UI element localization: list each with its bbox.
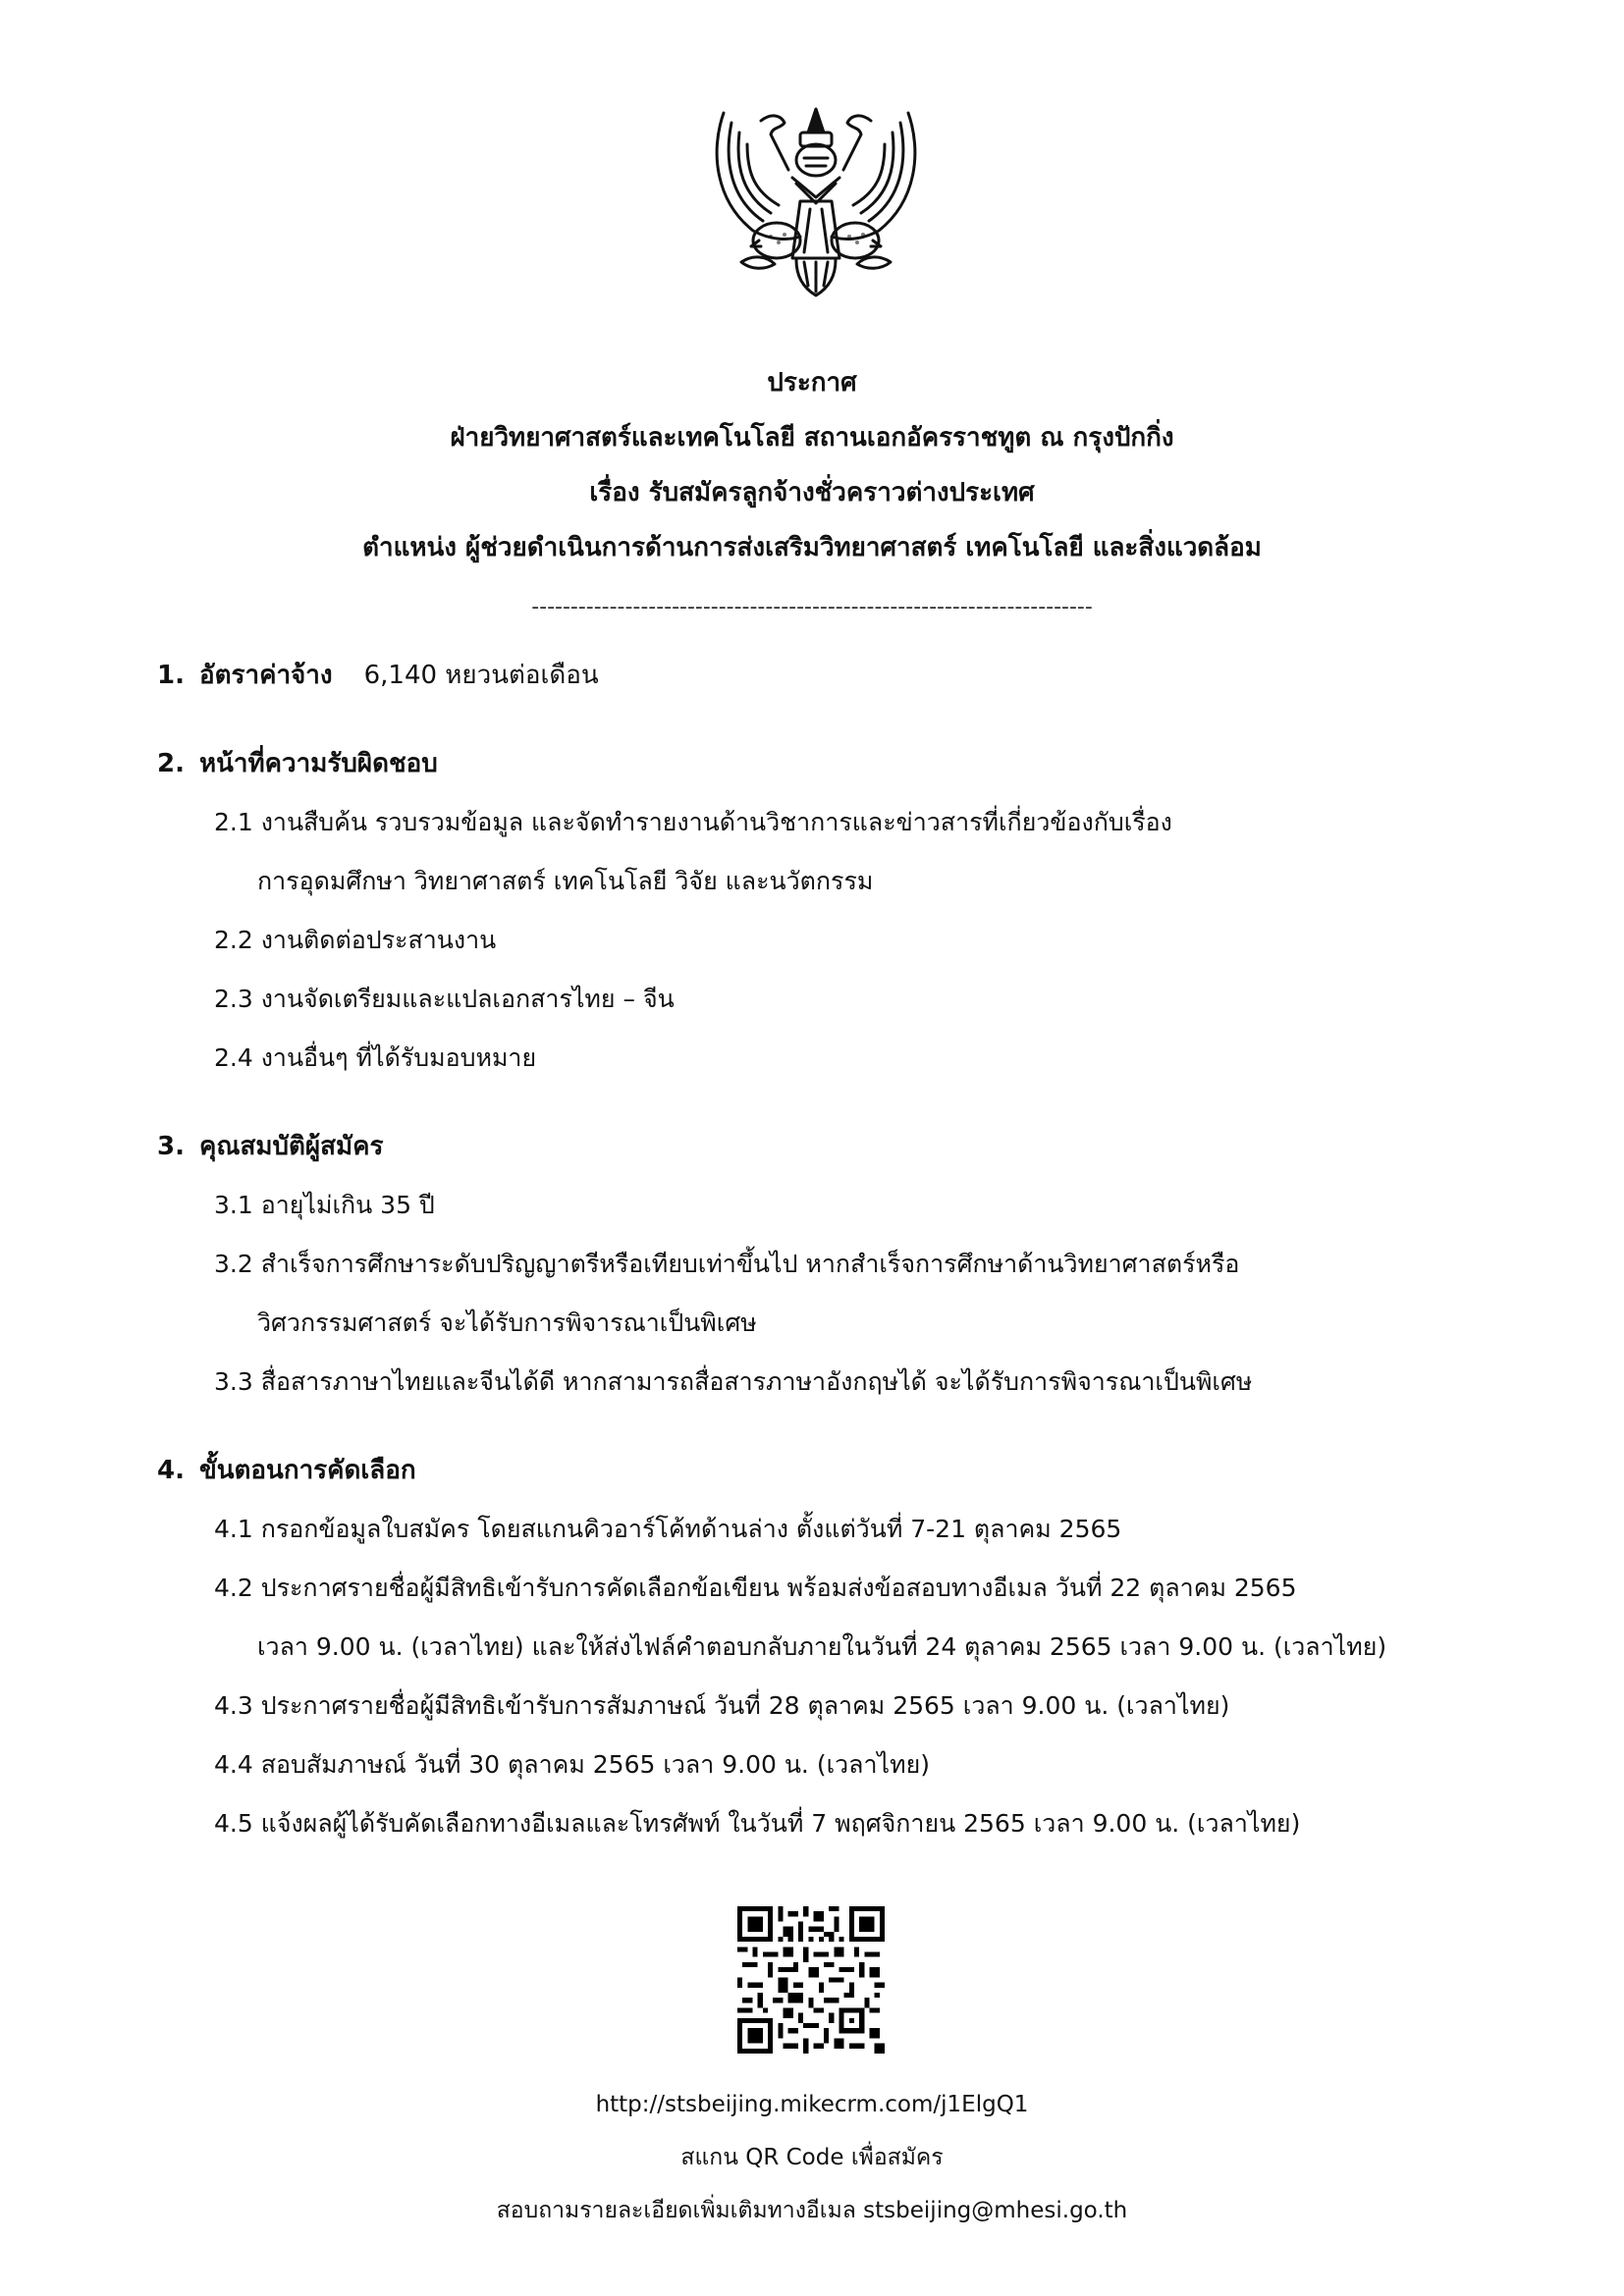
announcement-title: ประกาศ xyxy=(767,368,857,398)
section-number: 2. xyxy=(157,749,185,778)
contact-email-text: สอบถามรายละเอียดเพิ่มเติมทางอีเมล stsbeijing@mhesi.go.th xyxy=(496,2198,1128,2223)
section-number: 4. xyxy=(157,1456,185,1485)
organization-name: ฝ่ายวิทยาศาสตร์และเทคโนโลยี สถานเอกอัครราชทูต ณ กรุงปักกิ่ง xyxy=(450,423,1174,453)
list-item: 2.2 งานติดต่อประสานงาน xyxy=(214,926,497,954)
section-selection-process xyxy=(157,1451,416,1490)
section-number: 3. xyxy=(157,1132,185,1161)
position-title: ตำแหน่ง ผู้ช่วยดำเนินการด้านการส่งเสริมวิทยาศาสตร์ เทคโนโลยี และสิ่งแวดล้อม xyxy=(362,533,1262,562)
section-qualifications xyxy=(157,1127,384,1166)
list-item: 3.3 สื่อสารภาษาไทยและจีนได้ดี หากสามารถสื่อสารภาษาอังกฤษได้ จะได้รับการพิจารณาเป็นพิเศษ xyxy=(214,1367,1253,1396)
section-wage xyxy=(157,656,599,695)
section-title: ขั้นตอนการคัดเลือก xyxy=(199,1456,416,1485)
list-item: 4.2 ประกาศรายชื่อผู้มีสิทธิเข้ารับการคัดเลือกข้อเขียน พร้อมส่งข้อสอบทางอีเมล วันที่ 22 ตุลาคม 2565 xyxy=(214,1574,1297,1602)
wage-value: 6,140 หยวนต่อเดือน xyxy=(363,661,599,690)
section-title: หน้าที่ความรับผิดชอบ xyxy=(199,749,438,778)
announcement-subject: เรื่อง รับสมัครลูกจ้างชั่วคราวต่างประเทศ xyxy=(589,478,1035,507)
qr-code-icon[interactable] xyxy=(737,1906,885,2054)
list-item: 2.3 งานจัดเตรียมและแปลเอกสารไทย – จีน xyxy=(214,985,675,1013)
list-item: 4.1 กรอกข้อมูลใบสมัคร โดยสแกนคิวอาร์โค้ทด้านล่าง ตั้งแต่วันที่ 7-21 ตุลาคม 2565 xyxy=(214,1515,1122,1543)
list-item: 4.4 สอบสัมภาษณ์ วันที่ 30 ตุลาคม 2565 เวลา 9.00 น. (เวลาไทย) xyxy=(214,1750,930,1779)
application-url-link[interactable]: http://stsbeijing.mikecrm.com/j1ElgQ1 xyxy=(595,2092,1029,2117)
divider: ------------------------------------------------------------------------ xyxy=(531,595,1093,619)
list-item: 2.1 งานสืบค้น รวบรวมข้อมูล และจัดทำรายงานด้านวิชาการและข่าวสารที่เกี่ยวข้องกับเรื่อง xyxy=(214,808,1172,836)
section-number: 1. xyxy=(157,661,185,690)
list-item-continuation: การอุดมศึกษา วิทยาศาสตร์ เทคโนโลยี วิจัย และนวัตกรรม xyxy=(257,867,874,895)
section-title: อัตราค่าจ้าง xyxy=(199,661,333,690)
list-item: 4.3 ประกาศรายชื่อผู้มีสิทธิเข้ารับการสัมภาษณ์ วันที่ 28 ตุลาคม 2565 เวลา 9.00 น. (เวลาไทย) xyxy=(214,1691,1230,1720)
list-item: 2.4 งานอื่นๆ ที่ได้รับมอบหมาย xyxy=(214,1043,537,1072)
list-item: 3.1 อายุไม่เกิน 35 ปี xyxy=(214,1191,435,1219)
section-title: คุณสมบัติผู้สมัคร xyxy=(199,1132,384,1161)
list-item-continuation: วิศวกรรมศาสตร์ จะได้รับการพิจารณาเป็นพิเศษ xyxy=(257,1308,757,1337)
section-responsibilities xyxy=(157,744,438,783)
list-item: 3.2 สำเร็จการศึกษาระดับปริญญาตรีหรือเทียบเท่าขึ้นไป หากสำเร็จการศึกษาด้านวิทยาศาสตร์หรือ xyxy=(214,1250,1240,1278)
scan-instruction: สแกน QR Code เพื่อสมัคร xyxy=(680,2145,944,2170)
garuda-emblem-icon xyxy=(702,93,930,301)
list-item: 4.5 แจ้งผลผู้ได้รับคัดเลือกทางอีเมลและโทรศัพท์ ในวันที่ 7 พฤศจิกายน 2565 เวลา 9.00 น. (เวลาไทย) xyxy=(214,1809,1301,1838)
list-item-continuation: เวลา 9.00 น. (เวลาไทย) และให้ส่งไฟล์คำตอบกลับภายในวันที่ 24 ตุลาคม 2565 เวลา 9.00 น. (เวลาไทย) xyxy=(257,1632,1387,1661)
